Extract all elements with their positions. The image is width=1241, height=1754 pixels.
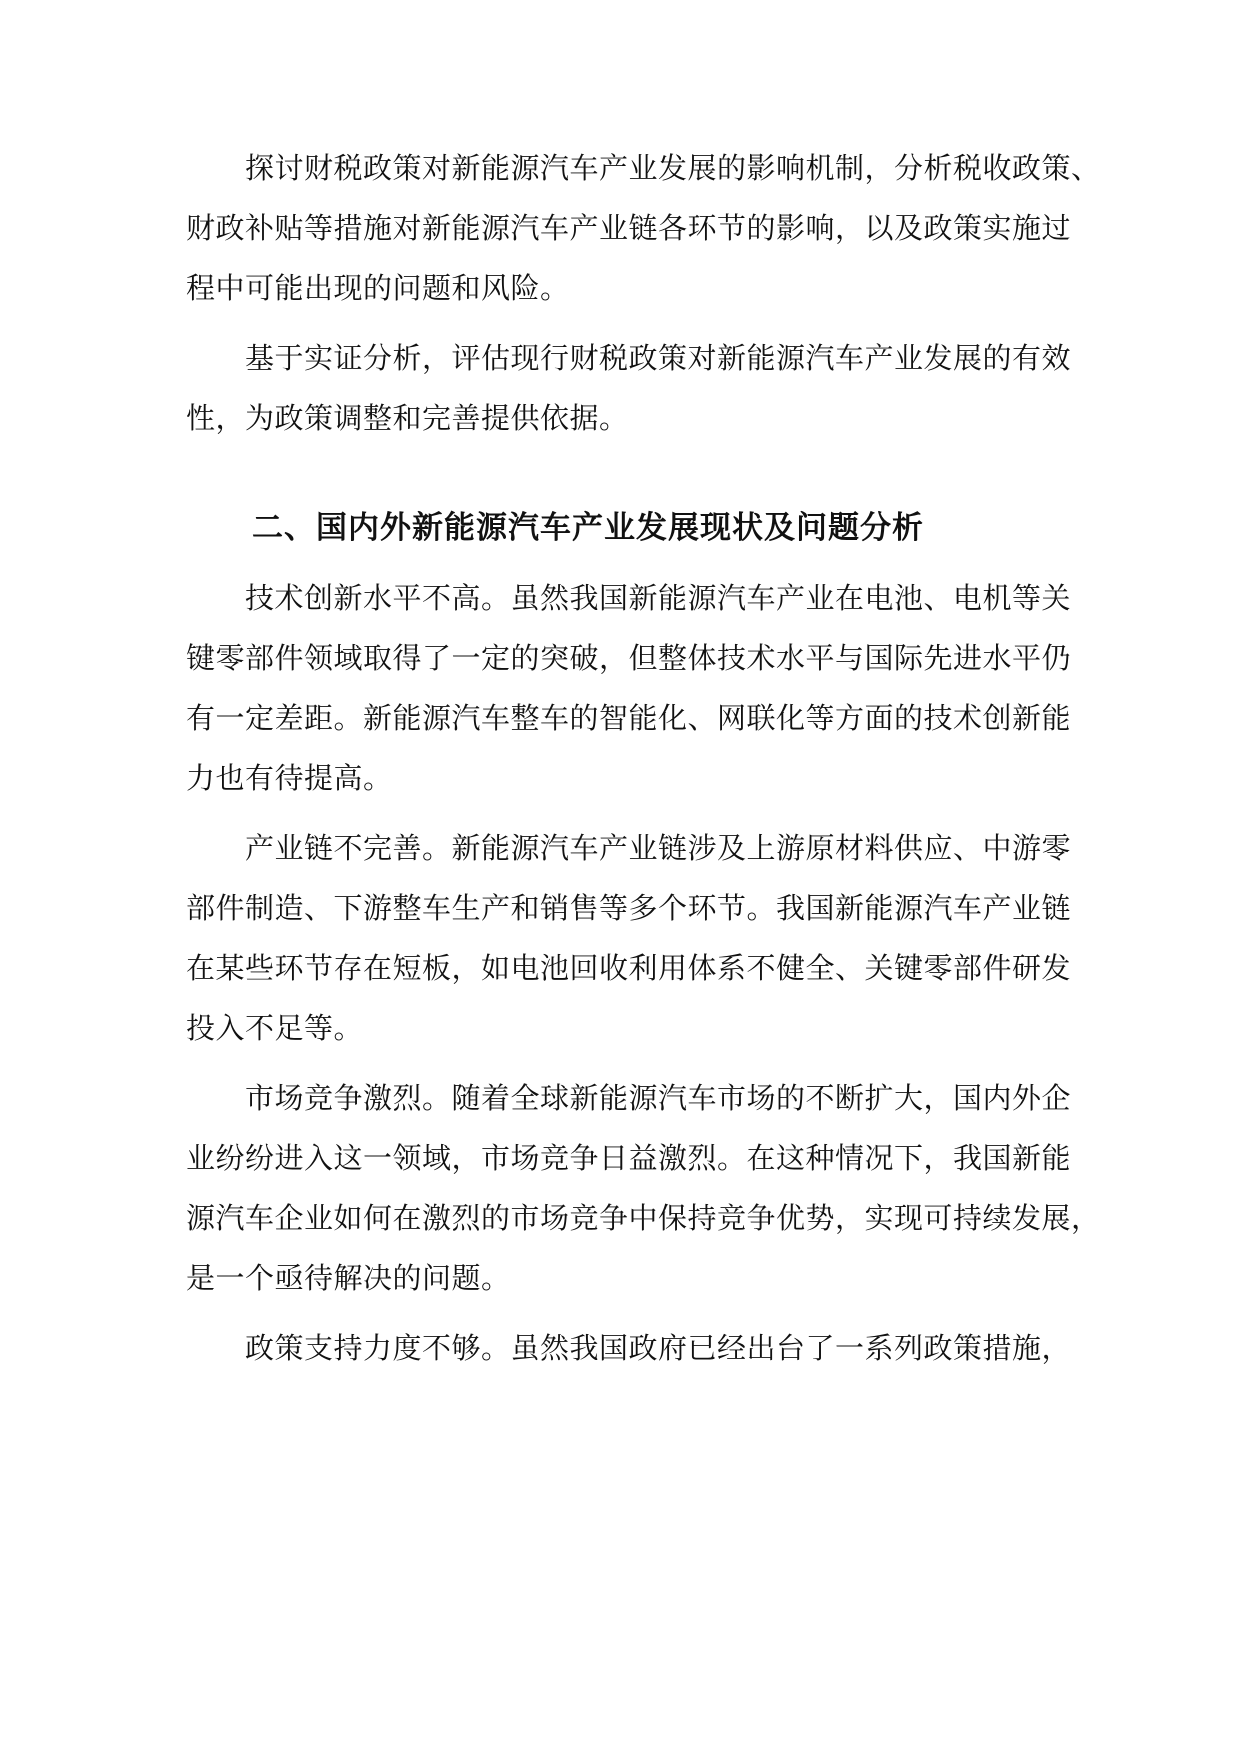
paragraph-4-line-2: 部件制造、下游整车生产和销售等多个环节。我国新能源汽车产业链 [186, 891, 1072, 925]
paragraph-5-line-1: 市场竞争激烈。随着全球新能源汽车市场的不断扩大，国内外企 [245, 1081, 1072, 1115]
paragraph-1-line-3: 程中可能出现的问题和风险。 [186, 271, 570, 305]
paragraph-4-line-1: 产业链不完善。新能源汽车产业链涉及上游原材料供应、中游零 [245, 831, 1072, 865]
paragraph-3-line-4: 力也有待提高。 [186, 761, 393, 795]
paragraph-4-line-3: 在某些环节存在短板，如电池回收利用体系不健全、关键零部件研发 [186, 951, 1072, 985]
paragraph-2-line-2: 性，为政策调整和完善提供依据。 [186, 401, 629, 435]
paragraph-4-line-4: 投入不足等。 [186, 1011, 364, 1045]
paragraph-1-line-1: 探讨财税政策对新能源汽车产业发展的影响机制，分析税收政策、 [245, 151, 1101, 185]
paragraph-6-line-1: 政策支持力度不够。虽然我国政府已经出台了一系列政策措施， [245, 1331, 1072, 1365]
paragraph-5-line-2: 业纷纷进入这一领域，市场竞争日益激烈。在这种情况下，我国新能 [186, 1141, 1072, 1175]
paragraph-3-line-3: 有一定差距。新能源汽车整车的智能化、网联化等方面的技术创新能 [186, 701, 1072, 735]
section-heading: 二、国内外新能源汽车产业发展现状及问题分析 [252, 510, 924, 546]
paragraph-2-line-1: 基于实证分析，评估现行财税政策对新能源汽车产业发展的有效 [245, 341, 1072, 375]
paragraph-3-line-1: 技术创新水平不高。虽然我国新能源汽车产业在电池、电机等关 [245, 581, 1072, 615]
paragraph-1-line-2: 财政补贴等措施对新能源汽车产业链各环节的影响，以及政策实施过 [186, 211, 1072, 245]
paragraph-3-line-2: 键零部件领域取得了一定的突破，但整体技术水平与国际先进水平仍 [186, 641, 1072, 675]
paragraph-5-line-4: 是一个亟待解决的问题。 [186, 1261, 511, 1295]
paragraph-5-line-3: 源汽车企业如何在激烈的市场竞争中保持竞争优势，实现可持续发展， [186, 1201, 1101, 1235]
